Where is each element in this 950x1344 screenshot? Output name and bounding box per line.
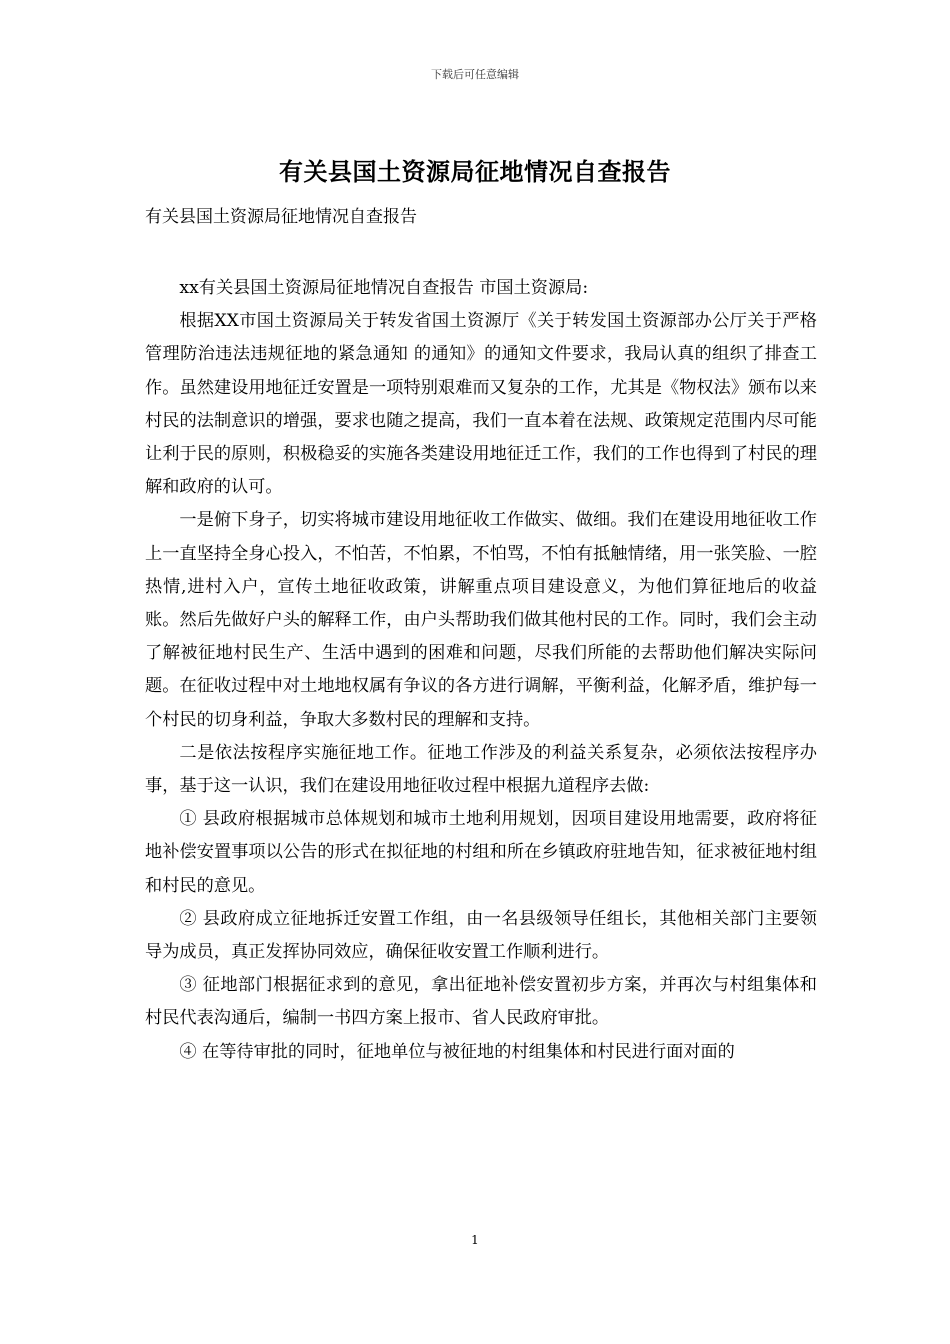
document-subtitle: 有关县国土资源局征地情况自查报告 <box>145 207 417 227</box>
paragraph-intro: 根据XX市国土资源局关于转发省国土资源厅《关于转发国土资源部办公厅关于严格管理防治违法违规征地的紧急通知 的通知》的通知文件要求，我局认真的组织了排查工作。虽然建设用地征迁安置是一项特别艰难而又复杂的工作，尤其是《物权法》颁布以来村民的法制意识的增强，要求也随之提高，我们一直本着在法规、政策规定范围内尽可能让利于民的原则，积极稳妥的实施各类建设用地征迁工作，我们的工作也得到了村民的理解和政府的认可。 <box>145 311 817 498</box>
document-title: 有关县国土资源局征地情况自查报告 <box>279 157 671 186</box>
paragraph-step-1: ① 县政府根据城市总体规划和城市土地利用规划，因项目建设用地需要，政府将征地补偿安置事项以公告的形式在拟征地的村组和所在乡镇政府驻地告知，征求被征地村组和村民的意见。 <box>145 809 817 896</box>
paragraph-salutation: xx有关县国土资源局征地情况自查报告 市国土资源局: <box>179 278 589 298</box>
paragraph-point-two: 二是依法按程序实施征地工作。征地工作涉及的利益关系复杂，必须依法按程序办事，基于这一认识，我们在建设用地征收过程中根据九道程序去做: <box>145 742 817 797</box>
paragraph-point-one: 一是俯下身子，切实将城市建设用地征收工作做实、做细。我们在建设用地征收工作上一直坚持全身心投入，不怕苦，不怕累，不怕骂，不怕有抵触情绪，用一张笑脸、一腔热情,进村入户，宣传土地征收政策，讲解重点项目建设意义，为他们算征地后的收益账。然后先做好户头的解释工作，由户头帮助我们做其他村民的工作。同时，我们会主动了解被征地村民生产、生活中遇到的困难和问题，尽我们所能的去帮助他们解决实际问题。在征收过程中对土地地权属有争议的各方进行调解，平衡利益，化解矛盾，维护每一个村民的切身利益，争取大多数村民的理解和支持。 <box>145 510 817 730</box>
document-body <box>145 272 817 1069</box>
header-note: 下载后可任意编辑 <box>431 68 519 81</box>
paragraph-step-3: ③ 征地部门根据征求到的意见，拿出征地补偿安置初步方案，并再次与村组集体和村民代表沟通后，编制一书四方案上报市、省人民政府审批。 <box>145 975 817 1029</box>
paragraph-step-2: ② 县政府成立征地拆迁安置工作组，由一名县级领导任组长，其他相关部门主要领导为成员，真正发挥协同效应，确保征收安置工作顺利进行。 <box>145 908 817 963</box>
paragraph-step-4: ④ 在等待审批的同时，征地单位与被征地的村组集体和村民进行面对面的 <box>179 1041 735 1062</box>
page-number: 1 <box>471 1233 479 1247</box>
